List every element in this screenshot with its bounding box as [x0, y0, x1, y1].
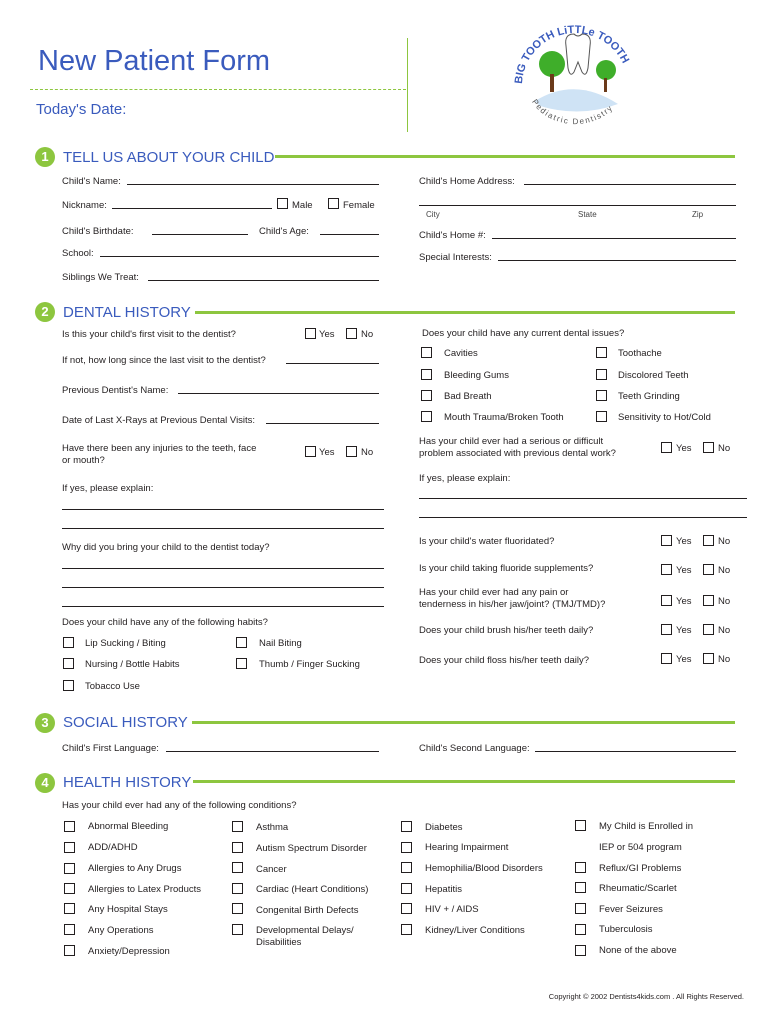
issue-checkbox[interactable] [421, 390, 432, 401]
issue-checkbox[interactable] [596, 411, 607, 422]
serious-no-checkbox[interactable] [703, 442, 714, 453]
nickname-field[interactable] [112, 208, 272, 209]
siblings-field[interactable] [148, 280, 379, 281]
no-label: No [361, 447, 374, 458]
state-label: State [578, 210, 597, 219]
supplements-no-checkbox[interactable] [703, 564, 714, 575]
injuries-explain-label: If yes, please explain: [62, 483, 154, 494]
condition-checkbox[interactable] [232, 883, 243, 894]
svg-text:BIG TOOTH LiTTLe TOOTH: BIG TOOTH LiTTLe TOOTH [512, 23, 632, 85]
no-label: No [718, 596, 731, 607]
section-rule [195, 311, 735, 314]
xrays-field[interactable] [266, 423, 379, 424]
section-rule [275, 155, 735, 158]
serious-explain-line[interactable] [419, 498, 747, 499]
serious-question-line2: problem associated with previous dental work? [419, 448, 616, 459]
condition-checkbox[interactable] [64, 821, 75, 832]
yes-label: Yes [319, 447, 335, 458]
birthdate-field[interactable] [152, 234, 248, 235]
pain-yes-checkbox[interactable] [661, 595, 672, 606]
city-label: City [426, 210, 440, 219]
svg-text:Pediatric Dentistry: Pediatric Dentistry [530, 97, 615, 127]
section-title: DENTAL HISTORY [63, 304, 191, 321]
habit-label: Nursing / Bottle Habits [85, 659, 180, 670]
address-label: Child's Home Address: [419, 176, 515, 187]
condition-label: Cardiac (Heart Conditions) [256, 884, 369, 895]
page-title: New Patient Form [38, 45, 271, 77]
yes-label: Yes [676, 536, 692, 547]
why-label: Why did you bring your child to the dentist today? [62, 542, 270, 553]
condition-checkbox[interactable] [232, 862, 243, 873]
habit-checkbox[interactable] [236, 658, 247, 669]
xrays-label: Date of Last X-Rays at Previous Dental Visits: [62, 415, 256, 426]
condition-checkbox[interactable] [232, 924, 243, 935]
pain-question-line1: Has your child ever had any pain or [419, 587, 569, 598]
condition-checkbox[interactable] [232, 821, 243, 832]
issue-label: Bleeding Gums [444, 370, 509, 381]
yes-label: Yes [676, 625, 692, 636]
no-label: No [718, 443, 731, 454]
issue-label: Bad Breath [444, 391, 492, 402]
male-checkbox[interactable] [277, 198, 288, 209]
todays-date-label: Today's Date: [36, 101, 127, 118]
condition-checkbox[interactable] [401, 924, 412, 935]
injuries-explain-line[interactable] [62, 509, 384, 510]
male-label: Male [292, 200, 313, 211]
condition-checkbox[interactable] [64, 924, 75, 935]
logo [500, 6, 650, 136]
condition-label: Hemophilia/Blood Disorders [425, 863, 543, 874]
section-number: 3 [35, 713, 55, 733]
yes-label: Yes [676, 565, 692, 576]
age-field[interactable] [320, 234, 379, 235]
last-visit-label: If not, how long since the last visit to the dentist? [62, 355, 266, 366]
conditions-question: Has your child ever had any of the following conditions? [62, 800, 297, 811]
issue-label: Discolored Teeth [618, 370, 689, 381]
condition-label: Tuberculosis [599, 924, 653, 935]
injuries-question-line1: Have there been any injuries to the teeth, face [62, 443, 257, 454]
serious-question-line1: Has your child ever had a serious or difficult [419, 436, 604, 447]
condition-checkbox[interactable] [232, 842, 243, 853]
serious-explain-line[interactable] [419, 517, 747, 518]
injuries-question-line2: or mouth? [62, 455, 105, 466]
floss-no-checkbox[interactable] [703, 653, 714, 664]
condition-label: None of the above [599, 945, 677, 956]
address-line-2-field[interactable] [419, 205, 736, 206]
no-label: No [718, 654, 731, 665]
brush-question: Does your child brush his/her teeth daily? [419, 625, 594, 636]
childs-name-label: Child's Name: [62, 176, 121, 187]
issue-label: Teeth Grinding [618, 391, 680, 402]
condition-label: Anxiety/Depression [88, 946, 170, 957]
first-language-label: Child's First Language: [62, 743, 159, 754]
brush-yes-checkbox[interactable] [661, 624, 672, 635]
prev-dentist-label: Previous Dentist's Name: [62, 385, 169, 396]
serious-yes-checkbox[interactable] [661, 442, 672, 453]
first-language-field[interactable] [166, 751, 379, 752]
first-visit-question: Is this your child's first visit to the dentist? [62, 329, 236, 340]
section-rule [192, 721, 735, 724]
floss-yes-checkbox[interactable] [661, 653, 672, 664]
first-visit-yes-checkbox[interactable] [305, 328, 316, 339]
condition-checkbox[interactable] [64, 945, 75, 956]
condition-label: Allergies to Any Drugs [88, 863, 182, 874]
condition-label: Developmental Delays/ [256, 925, 354, 936]
condition-label: Rheumatic/Scarlet [599, 883, 677, 894]
condition-checkbox[interactable] [401, 842, 412, 853]
brush-no-checkbox[interactable] [703, 624, 714, 635]
habit-label: Lip Sucking / Biting [85, 638, 166, 649]
yes-label: Yes [319, 329, 335, 340]
prev-dentist-field[interactable] [178, 393, 379, 394]
second-language-label: Child's Second Language: [419, 743, 530, 754]
header-divider [30, 89, 406, 90]
condition-label: My Child is Enrolled in [599, 821, 693, 832]
habit-checkbox[interactable] [63, 658, 74, 669]
habit-label: Tobacco Use [85, 681, 140, 692]
condition-label: Disabilities [256, 937, 302, 948]
fluoridated-question: Is your child's water fluoridated? [419, 536, 555, 547]
condition-checkbox[interactable] [401, 862, 412, 873]
section-title: TELL US ABOUT YOUR CHILD [63, 149, 275, 166]
issue-checkbox[interactable] [421, 411, 432, 422]
fluoridated-no-checkbox[interactable] [703, 535, 714, 546]
condition-label: Any Operations [88, 925, 154, 936]
issues-question: Does your child have any current dental issues? [422, 328, 625, 339]
second-language-field[interactable] [535, 751, 736, 752]
why-line[interactable] [62, 606, 384, 607]
why-line[interactable] [62, 587, 384, 588]
condition-checkbox[interactable] [401, 903, 412, 914]
condition-label: HIV + / AIDS [425, 904, 479, 915]
interests-field[interactable] [498, 260, 736, 261]
condition-label: Hearing Impairment [425, 842, 509, 853]
zip-label: Zip [692, 210, 704, 219]
habit-checkbox[interactable] [63, 680, 74, 691]
yes-label: Yes [676, 443, 692, 454]
no-label: No [361, 329, 374, 340]
serious-explain-label: If yes, please explain: [419, 473, 511, 484]
section-title: SOCIAL HISTORY [63, 714, 188, 731]
habit-checkbox[interactable] [236, 637, 247, 648]
copyright-text: Copyright © 2002 Dentists4kids.com . All Rights Reserved. [548, 992, 744, 1001]
habit-label: Thumb / Finger Sucking [259, 659, 360, 670]
last-visit-field[interactable] [286, 363, 379, 364]
condition-label: Abnormal Bleeding [88, 821, 169, 832]
section-title: HEALTH HISTORY [63, 774, 192, 791]
siblings-label: Siblings We Treat: [62, 272, 139, 283]
floss-question: Does your child floss his/her teeth daily? [419, 655, 590, 666]
supplements-yes-checkbox[interactable] [661, 564, 672, 575]
condition-label: Any Hospital Stays [88, 904, 168, 915]
issue-label: Cavities [444, 348, 478, 359]
age-label: Child's Age: [259, 226, 309, 237]
issue-label: Sensitivity to Hot/Cold [618, 412, 711, 423]
fluoridated-yes-checkbox[interactable] [661, 535, 672, 546]
section-rule [193, 780, 735, 783]
condition-checkbox[interactable] [401, 883, 412, 894]
condition-checkbox[interactable] [575, 924, 586, 935]
condition-checkbox[interactable] [575, 945, 586, 956]
condition-checkbox[interactable] [575, 862, 586, 873]
condition-checkbox[interactable] [575, 903, 586, 914]
issue-checkbox[interactable] [421, 369, 432, 380]
condition-label: Reflux/GI Problems [599, 863, 682, 874]
home-phone-field[interactable] [492, 238, 736, 239]
birthdate-label: Child's Birthdate: [62, 226, 134, 237]
home-phone-label: Child's Home #: [419, 230, 486, 241]
female-label: Female [343, 200, 375, 211]
habit-checkbox[interactable] [63, 637, 74, 648]
interests-label: Special Interests: [419, 252, 492, 263]
condition-label: Autism Spectrum Disorder [256, 843, 367, 854]
condition-label: Cancer [256, 864, 287, 875]
nickname-label: Nickname: [62, 200, 107, 211]
issue-checkbox[interactable] [596, 369, 607, 380]
condition-label: IEP or 504 program [599, 842, 682, 853]
yes-label: Yes [676, 596, 692, 607]
condition-checkbox[interactable] [575, 882, 586, 893]
no-label: No [718, 625, 731, 636]
no-label: No [718, 536, 731, 547]
condition-label: Allergies to Latex Products [88, 884, 202, 895]
section-number: 1 [35, 147, 55, 167]
condition-label: Kidney/Liver Conditions [425, 925, 525, 936]
condition-checkbox[interactable] [64, 863, 75, 874]
school-label: School: [62, 248, 94, 259]
condition-label: Congenital Birth Defects [256, 905, 359, 916]
condition-label: Diabetes [425, 822, 463, 833]
issue-checkbox[interactable] [421, 347, 432, 358]
address-field[interactable] [524, 184, 736, 185]
issue-checkbox[interactable] [596, 390, 607, 401]
condition-label: Fever Seizures [599, 904, 663, 915]
first-visit-no-checkbox[interactable] [346, 328, 357, 339]
header-vertical-divider [407, 38, 408, 132]
condition-checkbox[interactable] [232, 903, 243, 914]
no-label: No [718, 565, 731, 576]
why-line[interactable] [62, 568, 384, 569]
school-field[interactable] [100, 256, 379, 257]
condition-checkbox[interactable] [401, 821, 412, 832]
supplements-question: Is your child taking fluoride supplements? [419, 563, 594, 574]
condition-label: Hepatitis [425, 884, 462, 895]
condition-checkbox[interactable] [575, 820, 586, 831]
habit-label: Nail Biting [259, 638, 302, 649]
condition-label: Asthma [256, 822, 289, 833]
childs-name-field[interactable] [127, 184, 379, 185]
issue-checkbox[interactable] [596, 347, 607, 358]
yes-label: Yes [676, 654, 692, 665]
condition-checkbox[interactable] [64, 842, 75, 853]
section-number: 4 [35, 773, 55, 793]
condition-checkbox[interactable] [64, 883, 75, 894]
issue-label: Mouth Trauma/Broken Tooth [444, 412, 564, 423]
section-number: 2 [35, 302, 55, 322]
condition-label: ADD/ADHD [88, 842, 138, 853]
issue-label: Toothache [618, 348, 662, 359]
injuries-explain-line[interactable] [62, 528, 384, 529]
pain-no-checkbox[interactable] [703, 595, 714, 606]
habits-question: Does your child have any of the following habits? [62, 617, 268, 628]
female-checkbox[interactable] [328, 198, 339, 209]
condition-checkbox[interactable] [64, 903, 75, 914]
injuries-no-checkbox[interactable] [346, 446, 357, 457]
injuries-yes-checkbox[interactable] [305, 446, 316, 457]
pain-question-line2: tenderness in his/her jaw/joint? (TMJ/TMD)? [419, 599, 606, 610]
